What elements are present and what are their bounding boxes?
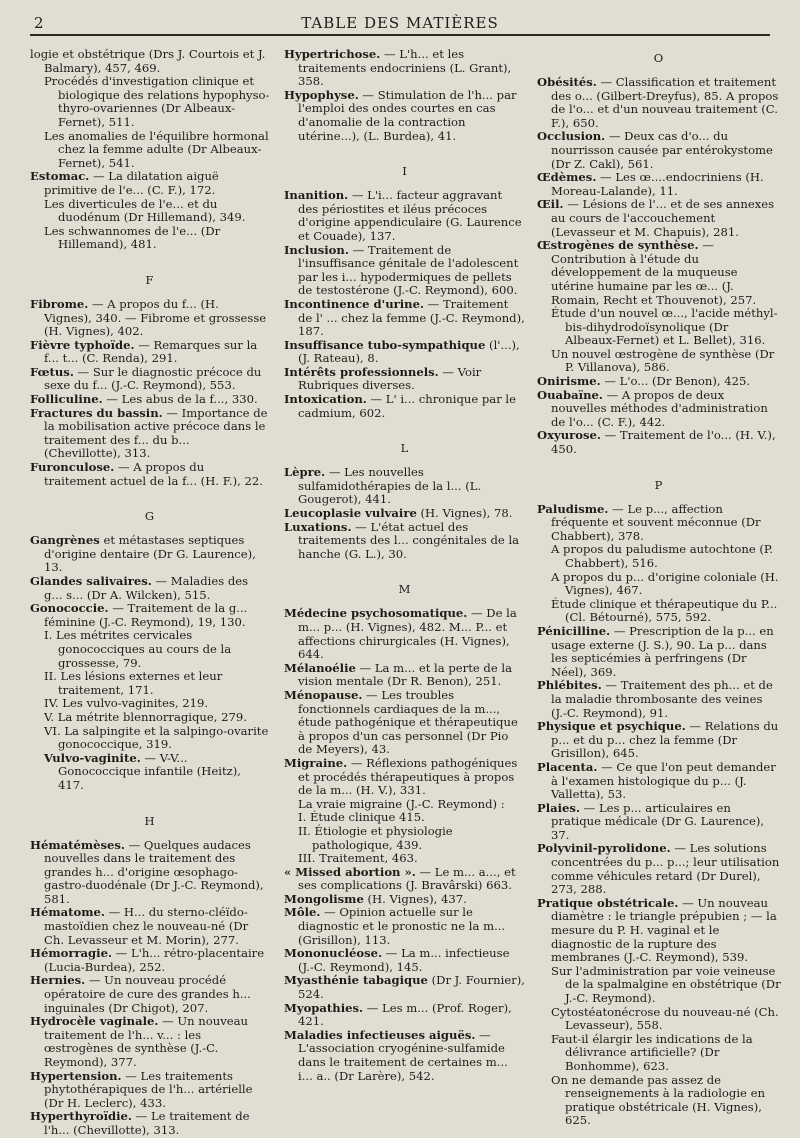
page-title: TABLE DES MATIÈRES — [301, 14, 499, 32]
index-entry — [284, 89, 526, 143]
entry-text: — Le p..., affection fréquente et souvent méconnue (Dr Chabbert), 378. — [551, 501, 761, 543]
entry-text: — Le m... a..., et ses complications (J. Bravârski) 663. — [298, 864, 516, 893]
entry-keyword: Gonococcie. — [30, 601, 109, 616]
entry-keyword: Hydrocèle vaginale. — [30, 1014, 159, 1029]
entry-text: — Ce que l'on peut demander à l'examen histologique du p... (J. Valletta), 53. — [551, 759, 776, 802]
entry-keyword: Fractures du bassin. — [30, 405, 163, 420]
index-entry — [537, 76, 781, 130]
entry-keyword: Inanition. — [284, 188, 349, 203]
index-subentry — [30, 697, 270, 711]
entry-text: — Importance de la mobilisation active précoce dans le traitement des f... du b... (Chevillotte), 313. — [44, 405, 268, 461]
index-subentry — [30, 75, 270, 129]
entry-text: Étude d'un nouvel œ..., l'acide méthyl-bis-dihydrodoïsynolique (Dr Albeaux-Fernet) et L. Bellet), 316. — [551, 306, 778, 348]
index-subentry — [537, 348, 781, 375]
entry-text: A propos du paludisme autochtone (P. Chabbert), 516. — [551, 542, 774, 570]
entry-text: — Les œ....endocriniens (H. Moreau-Lalande), 11. — [551, 170, 764, 198]
entry-text: La vraie migraine (J.-C. Reymond) : — [298, 796, 505, 811]
entry-text: — Voir Rubriques diverses. — [298, 364, 482, 393]
index-subentry — [284, 811, 526, 825]
index-entry — [30, 461, 270, 488]
entry-text: — Traitement de l' ... chez la femme (J.-C. Reymond), 187. — [298, 296, 525, 339]
entry-text: — L'h... rétro-placentaire (Lucia-Burdea), 252. — [44, 946, 265, 974]
index-subentry — [284, 852, 526, 866]
index-entry — [30, 534, 270, 575]
entry-text: — La m... infectieuse (J.-C. Reymond), 145. — [298, 946, 510, 974]
entry-text: — Un nouveau traitement de l'h... v... : les œstrogènes de synthèse (J.-C. Reymond), 377. — [44, 1014, 249, 1069]
entry-text: — Contribution à l'étude du développement de la muqueuse utérine humaine par les œ... (J. Romain, Recht et Thouvenot), 257. — [551, 238, 757, 307]
section-letter: P — [654, 477, 664, 492]
entry-text: logie et obstétrique (Drs J. Courtois et J. Balmary), 457, 469. — [30, 47, 266, 75]
index-column-3 — [537, 48, 781, 1128]
entry-text: — Relations du p... et du p... chez la femme (Dr Grisillon), 645. — [551, 719, 779, 761]
index-entry — [284, 366, 526, 393]
entry-keyword: Obésités. — [537, 75, 597, 89]
index-entry — [537, 625, 781, 679]
entry-keyword: Oxyurose. — [537, 428, 601, 443]
entry-text: — L'h... et les traitements endocriniens (L. Grant), 358. — [298, 47, 512, 89]
entry-text: — Lésions de l'... et de ses annexes au cours de l'accouchement (Levasseur et M. Chapuis), 281. — [551, 197, 775, 239]
entry-keyword: Hernies. — [30, 973, 86, 988]
entry-text: — Prescription de la p... en usage externe (J. S.), 90. La p... dans les septicémies à perfringens (Dr Néel), 369. — [551, 623, 774, 679]
entry-text: — Opinion actuelle sur le diagnostic et le pronostic ne la m... (Grisillon), 113. — [298, 905, 506, 947]
entry-text: et métastases septiques d'origine dentaire (Dr G. Laurence), 13. — [44, 533, 256, 575]
entry-keyword: Mélanoélie — [284, 660, 356, 675]
entry-keyword: Œil. — [537, 197, 564, 212]
index-subentry — [30, 725, 270, 752]
index-entry — [30, 339, 270, 366]
index-entry — [537, 679, 781, 720]
index-entry — [537, 171, 781, 198]
index-subentry — [30, 711, 270, 725]
index-entry — [284, 189, 526, 243]
entry-keyword: Polyvinil-pyrolidone. — [537, 841, 671, 856]
index-subentry — [30, 198, 270, 225]
entry-text: — Les troubles fonctionnels cardiaques de la m..., étude pathogénique et thérapeutique à propos d'un cas personnel (Dr Pio de Meyers), 43. — [298, 687, 518, 757]
entry-keyword: Œstrogènes de synthèse. — [537, 238, 699, 253]
entry-keyword: Placenta. — [537, 759, 598, 774]
entry-text: — L'état actuel des traitements des l... congénitales de la hanche (G. L.), 30. — [298, 519, 520, 561]
entry-keyword: Hyperthyroïdie. — [30, 1109, 132, 1124]
page-number: 2 — [34, 14, 45, 32]
section-letter: M — [398, 582, 412, 597]
entry-text: — Sur le diagnostic précoce du sexe du f... (J.-C. Reymond), 553. — [44, 364, 262, 393]
index-entry — [30, 974, 270, 1015]
section-letter: G — [144, 509, 156, 524]
index-entry — [30, 575, 270, 602]
entry-keyword: Œdèmes. — [537, 170, 597, 185]
entry-keyword: Inclusion. — [284, 242, 349, 257]
entry-text: — L' i... chronique par le cadmium, 602. — [298, 392, 517, 420]
entry-text: — Les traitements phytothérapiques de l'h... artérielle (Dr H. Leclerc), 433. — [44, 1068, 253, 1110]
entry-text: — Les solutions concentrées du p... p...; leur utilisation comme véhicules retard (Dr Durel), 273, 288. — [551, 841, 780, 897]
entry-keyword: Estomac. — [30, 169, 90, 184]
entry-keyword: Hématémèses. — [30, 837, 125, 852]
index-entry — [30, 1110, 270, 1137]
index-entry — [30, 393, 270, 407]
entry-keyword: Médecine psychosomatique. — [284, 606, 468, 621]
index-entry — [537, 198, 781, 239]
entry-keyword: Hypertension. — [30, 1068, 122, 1083]
index-entry — [30, 366, 270, 393]
section-letter: O — [653, 51, 665, 65]
entry-keyword: Paludisme. — [537, 501, 609, 516]
entry-text: On ne demande pas assez de renseignements à la radiologie en pratique obstétricale (H. Vignes), 625. — [551, 1072, 765, 1128]
entry-text: — Les m... (Prof. Roger), 421. — [298, 1000, 512, 1029]
entry-text: — De la m... p... (H. Vignes), 482. M... P... et affections chirurgicales (H. Vignes), 644. — [298, 606, 517, 662]
entry-keyword: Môle. — [284, 905, 321, 920]
entry-keyword: Hématome. — [30, 905, 105, 920]
entry-text: II. Les lésions externes et leur traitement, 171. — [44, 669, 223, 697]
index-entry — [284, 1029, 526, 1083]
section-letter: F — [145, 272, 155, 287]
entry-text: — Maladies des g... s... (Dr A. Wilcken), 515. — [44, 574, 249, 602]
index-entry — [284, 393, 526, 420]
entry-keyword: Phlébites. — [537, 678, 602, 693]
index-subentry — [537, 1006, 781, 1033]
index-entry — [30, 407, 270, 461]
index-entry — [284, 689, 526, 757]
entry-text: — Traitement de l'insuffisance génitale de l'adolescent par les i... hypodermiques de pellets de testostérone (J.-C. Reymond), 600. — [298, 242, 519, 298]
entry-text: I. Étude clinique 415. — [298, 810, 425, 825]
index-subentry — [537, 965, 781, 1006]
entry-text: — La dilatation aiguë primitive de l'e... (C. F.), 172. — [44, 169, 219, 197]
index-entry — [284, 974, 526, 1001]
entry-keyword: Pénicilline. — [537, 623, 611, 638]
index-entry — [30, 48, 270, 75]
entry-text: VI. La salpingite et la salpingo-ovarite gonococcique, 319. — [44, 723, 269, 752]
entry-text: II. Étiologie et physiologie pathologique, 439. — [298, 823, 453, 852]
entry-text: — L'i... facteur aggravant des périostites et iléus précoces d'origine appendiculaire (G. Laurence et Couade), 137. — [298, 188, 522, 243]
index-subentry — [537, 543, 781, 570]
entry-text: — A propos du traitement actuel de la f... (H. F.), 22. — [44, 460, 263, 488]
index-entry — [537, 503, 781, 544]
section-letter: I — [402, 164, 408, 179]
index-entry — [30, 1015, 270, 1069]
entry-text: Les diverticules de l'e... et du duodénum (Dr Hillemand), 349. — [44, 196, 246, 225]
index-entry — [537, 375, 781, 389]
entry-text: Cytostéatonécrose du nouveau-né (Ch. Levasseur), 558. — [551, 1004, 779, 1033]
entry-text: — A propos de deux nouvelles méthodes d'administration de l'o... (C. F.), 442. — [551, 387, 768, 429]
entry-keyword: Migraine. — [284, 755, 348, 770]
index-entry — [537, 389, 781, 430]
index-subentry — [537, 1033, 781, 1074]
index-entry — [30, 170, 270, 197]
index-entry — [284, 947, 526, 974]
index-entry — [30, 298, 270, 339]
entry-text: — Stimulation de l'h... par l'emploi des ondes courtes en cas d'anomalie de la contraction utérine...), (L. Burdea), 41. — [298, 87, 517, 143]
entry-text: A propos du p... d'origine coloniale (H. Vignes), 467. — [551, 569, 779, 598]
entry-keyword: Maladies infectieuses aiguës. — [284, 1027, 476, 1042]
index-column-2 — [284, 48, 526, 1083]
entry-text: — L'association cryogénine-sulfamide dans le traitement de certaines m... i... a.. (Dr Larère), 542. — [298, 1027, 508, 1083]
index-subentry — [30, 130, 270, 171]
index-entry — [284, 906, 526, 947]
index-entry — [284, 466, 526, 507]
entry-text: Les schwannomes de l'e... (Dr Hillemand), 481. — [44, 223, 221, 252]
entry-text: — L'o... (Dr Benon), 425. — [600, 374, 751, 389]
index-entry — [284, 507, 526, 521]
index-subentry — [284, 798, 526, 812]
entry-keyword: Intoxication. — [284, 392, 367, 407]
entry-keyword: Occlusion. — [537, 129, 606, 144]
entry-keyword: Intérêts professionnels. — [284, 364, 439, 379]
index-entry — [537, 842, 781, 896]
entry-keyword: Incontinence d'urine. — [284, 296, 424, 311]
index-subentry — [30, 225, 270, 252]
entry-text: — Remarques sur la f... t... (C. Renda), 291. — [44, 337, 258, 366]
entry-keyword: Mononucléose. — [284, 946, 383, 961]
index-entry — [284, 244, 526, 298]
entry-keyword: Myopathies. — [284, 1000, 364, 1015]
index-entry — [537, 429, 781, 456]
entry-keyword: Insuffisance tubo-sympathique — [284, 337, 486, 352]
entry-text: — La m... et la perte de la vision mentale (Dr R. Benon), 251. — [298, 660, 512, 689]
entry-text: — Un nouveau diamètre : le triangle prépubien ; — la mesure du P. H. vaginal et le diagnostic de la rupture des membranes (J.-C. Reymond), 539. — [551, 895, 777, 965]
entry-text: — Le traitement de l'h... (Chevillotte), 313. — [44, 1109, 250, 1137]
entry-keyword: Physique et psychique. — [537, 719, 686, 734]
entry-text: V. La métrite blennorragique, 279. — [44, 709, 247, 724]
entry-text: Sur l'administration par voie veineuse de la spalmalgine en obstétrique (Dr J.-C. Reymond). — [551, 963, 781, 1005]
index-subentry — [537, 307, 781, 348]
index-entry — [537, 897, 781, 965]
entry-keyword: Luxations. — [284, 519, 352, 534]
entry-keyword: Vulvo-vaginite. — [44, 750, 141, 765]
entry-keyword: Furonculose. — [30, 460, 115, 475]
entry-keyword: « Missed abortion ». — [284, 864, 416, 879]
entry-text: (Dr J. Fournier), 524. — [298, 973, 525, 1002]
entry-text: — Traitement de l'o... (H. V.), 450. — [551, 428, 776, 457]
index-entry — [284, 48, 526, 89]
entry-text: — Quelques audaces nouvelles dans le traitement des grandes h... d'origine œsophago-gastro-duodénale (Dr J.-C. Reymond), 581. — [44, 837, 264, 906]
entry-text: — V-V... Gonococcique infantile (Heitz), 417. — [58, 750, 241, 792]
entry-keyword: Plaies. — [537, 800, 580, 815]
index-subentry — [284, 825, 526, 852]
entry-keyword: Fœtus. — [30, 364, 74, 379]
entry-text: — H... du sterno-cléïdo-mastoïdien chez le nouveau-né (Dr Ch. Levasseur et M. Morin), 277. — [44, 905, 249, 947]
entry-keyword: Folliculine. — [30, 392, 103, 407]
entry-text: — Les nouvelles sulfamidothérapies de la l... (L. Gougerot), 441. — [298, 465, 482, 507]
entry-text: (H. Vignes), 437. — [363, 891, 467, 906]
entry-text: IV. Les vulvo-vaginites, 219. — [44, 696, 209, 711]
entry-keyword: Gangrènes — [30, 533, 100, 548]
index-column-1 — [30, 48, 270, 1138]
index-entry — [537, 761, 781, 802]
index-entry — [284, 607, 526, 661]
entry-text: — Un nouveau procédé opératoire de cure des grandes h... inguinales (Dr Chigot), 207. — [44, 973, 251, 1015]
index-entry — [284, 339, 526, 366]
section-letter: L — [400, 441, 410, 456]
entry-text: I. Les métrites cervicales gonococciques au cours de la grossesse, 79. — [44, 628, 232, 670]
index-subentry — [30, 670, 270, 697]
page-header — [30, 10, 770, 36]
index-entry — [284, 893, 526, 907]
entry-text: — Réflexions pathogéniques et procédés thérapeutiques à propos de la m... (H. V.), 331. — [298, 755, 518, 798]
index-entry — [537, 130, 781, 171]
entry-keyword: Lèpre. — [284, 465, 326, 480]
index-subentry — [30, 629, 270, 670]
entry-keyword: Ménopause. — [284, 687, 363, 702]
entry-text: — Traitement des ph... et de la maladie thrombosante des veines (J.-C. Reymond), 91. — [551, 678, 773, 720]
entry-text: Un nouvel œstrogène de synthèse (Dr P. Villanova), 586. — [551, 346, 775, 375]
entry-text: — Traitement de la g... féminine (J.-C. Reymond), 19, 130. — [44, 601, 248, 629]
entry-text: Faut-il élargir les indications de la délivrance artificielle? (Dr Bonhomme), 623. — [551, 1031, 753, 1073]
index-entry — [284, 521, 526, 562]
entry-text: (l'...), (J. Rateau), 8. — [298, 337, 520, 366]
entry-keyword: Mongolisme — [284, 891, 364, 906]
entry-text: (H. Vignes), 78. — [416, 506, 513, 521]
index-entry — [284, 866, 526, 893]
entry-keyword: Hypertrichose. — [284, 47, 381, 61]
index-subentry — [537, 1074, 781, 1128]
entry-keyword: Ouabaïne. — [537, 387, 603, 402]
index-entry — [284, 757, 526, 798]
entry-keyword: Fibrome. — [30, 296, 89, 311]
index-entry — [537, 802, 781, 843]
index-entry — [284, 298, 526, 339]
entry-keyword: Onirisme. — [537, 374, 601, 389]
entry-keyword: Hypophyse. — [284, 87, 359, 102]
entry-text: — A propos du f... (H. Vignes), 340. — Fibrome et grossesse (H. Vignes), 402. — [44, 296, 267, 339]
entry-text: Étude clinique et thérapeutique du P... (Cl. Bétourné), 575, 592. — [551, 596, 778, 625]
entry-text: III. Traitement, 463. — [298, 851, 418, 866]
entry-text: Procédés d'investigation clinique et biologique des relations hypophyso-thyro-ovariennes (Dr Albeaux-Fernet), 511. — [44, 74, 270, 129]
entry-keyword: Myasthénie tabagique — [284, 973, 428, 988]
index-entry — [284, 1002, 526, 1029]
entry-text: Les anomalies de l'équilibre hormonal chez la femme adulte (Dr Albeaux-Fernet), 541. — [44, 128, 269, 170]
index-subentry — [537, 571, 781, 598]
entry-keyword: Hémorragie. — [30, 946, 112, 961]
index-subentry — [30, 752, 270, 793]
index-entry — [537, 720, 781, 761]
index-entry — [30, 602, 270, 629]
index-entry — [284, 662, 526, 689]
section-letter: H — [144, 813, 156, 828]
entry-keyword: Glandes salivaires. — [30, 574, 152, 588]
entry-text: — Les abus de la f..., 330. — [102, 392, 258, 407]
entry-keyword: Leucoplasie vulvaire — [284, 506, 417, 521]
entry-keyword: Pratique obstétricale. — [537, 895, 679, 910]
entry-text: — Classification et traitement des o... (Gilbert-Dreyfus), 85. A propos de l'o... et d'un nouveau traitement (C. F.), 650. — [551, 75, 779, 130]
entry-text: — Les p... articulaires en pratique médicale (Dr G. Laurence), 37. — [551, 800, 765, 842]
entry-keyword: Fièvre typhoïde. — [30, 337, 135, 352]
index-entry — [30, 947, 270, 974]
index-subentry — [537, 598, 781, 625]
index-entry — [30, 906, 270, 947]
index-entry — [537, 239, 781, 307]
entry-text: — Deux cas d'o... du nourrisson causée par entérokystome (Dr Z. Cakl), 561. — [551, 129, 773, 171]
index-entry — [30, 1070, 270, 1111]
index-entry — [30, 839, 270, 907]
